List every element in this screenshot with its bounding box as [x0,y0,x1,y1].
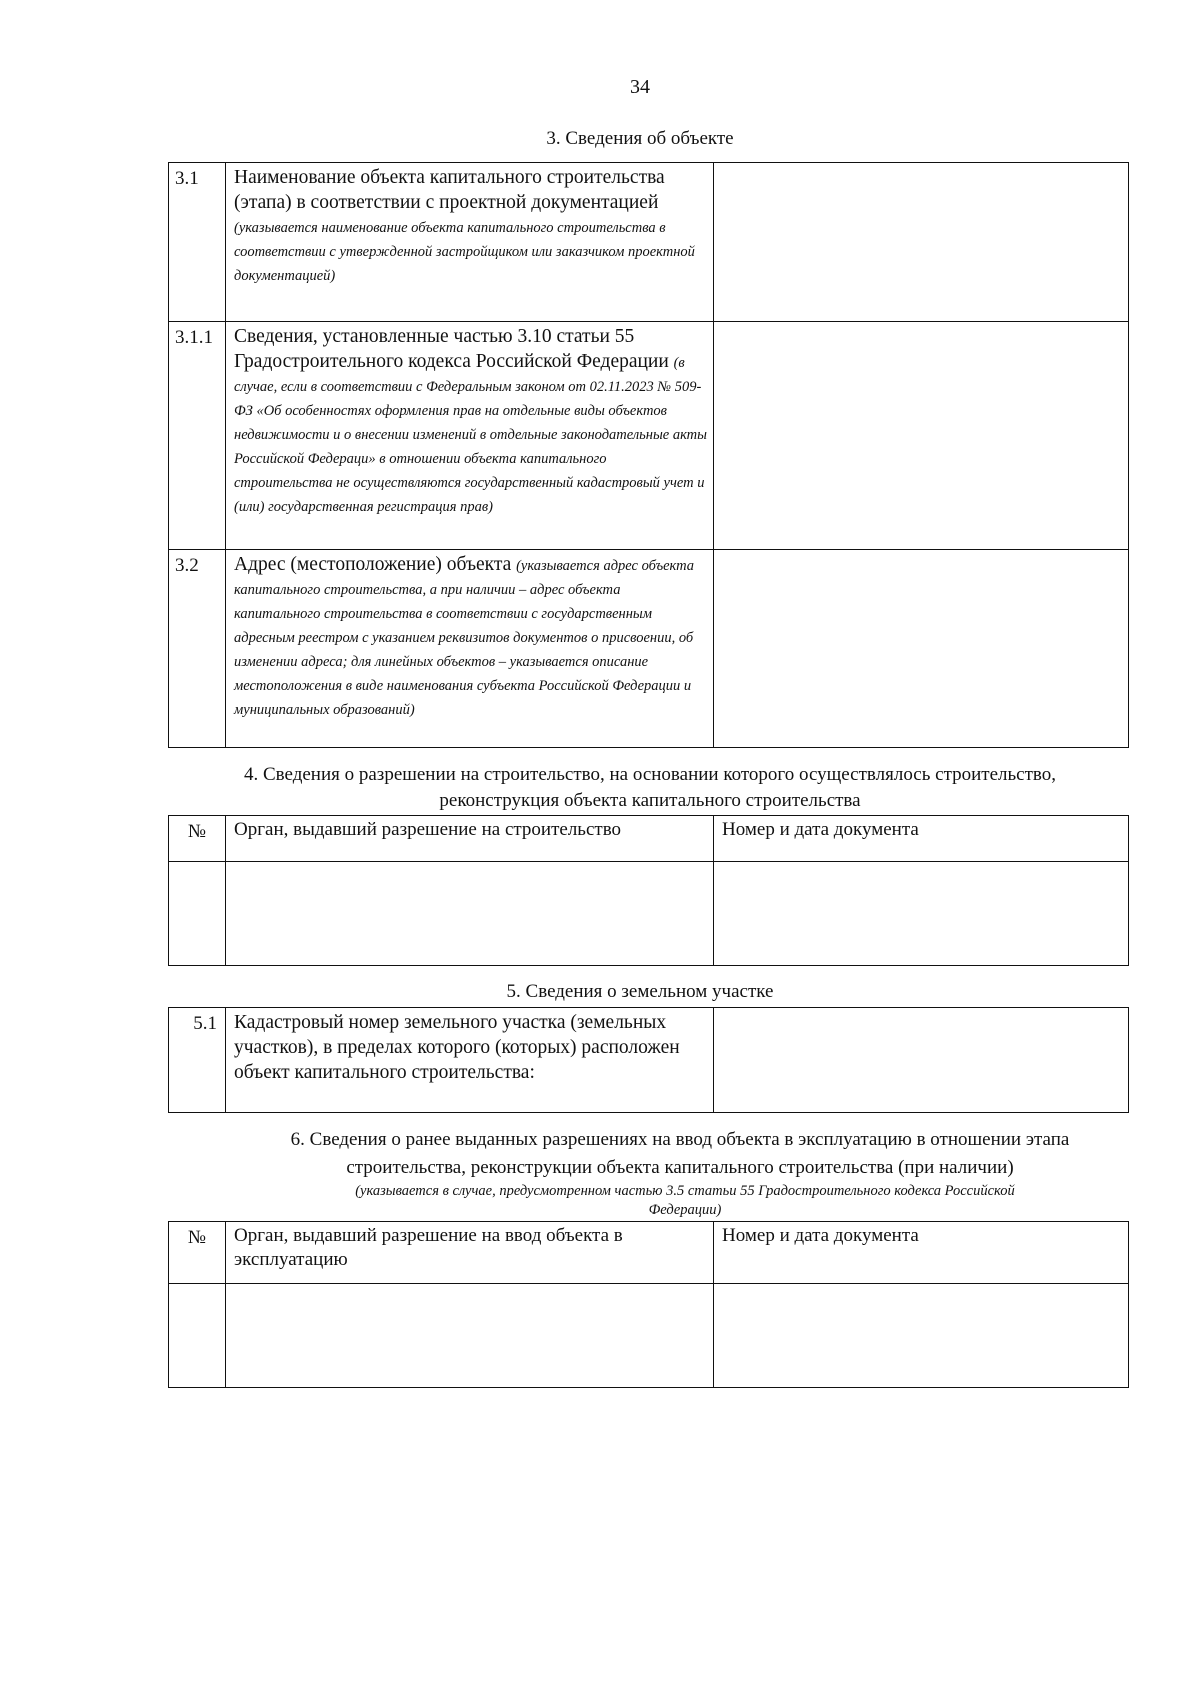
table-row [169,862,1129,966]
table-row [169,1284,1129,1388]
row-value-cell[interactable] [714,1008,1129,1113]
header-issuer: Орган, выдавший разрешение на строительство [226,816,714,862]
row-number: 5.1 [169,1008,226,1113]
header-number: № [169,1222,226,1284]
empty-cell[interactable] [714,1284,1129,1388]
row-value-cell[interactable] [714,322,1129,550]
row-description [226,163,714,322]
row-main-text: Адрес (местоположение) объекта [234,554,512,575]
section-5-title: 5. Сведения о земельном участке [506,981,774,1002]
row-note: (указывается наименование объекта капитального строительства в соответствии с утвержденной застройщиком или заказчиком проектной документацией) [234,220,695,284]
row-description [226,550,714,748]
header-doc-number-date: Номер и дата документа [714,1222,1129,1284]
row-note: (указывается адрес объекта капитального строительства, а при наличии – адрес объекта капитального строительства в соответствии с государственным адресным реестром с указанием реквизитов документов о присвоении, об изменении адреса; для линейных объектов – указывается описание местоположения в виде наименования субъекта Российской Федерации и муниципальных образований) [234,558,695,718]
row-number: 3.1.1 [169,322,226,550]
row-value-cell[interactable] [714,163,1129,322]
header-doc-number-date: Номер и дата документа [714,816,1129,862]
empty-cell[interactable] [714,862,1129,966]
section-6-note: (указывается в случае, предусмотренном частью 3.5 статьи 55 Градостроительного кодекса Российской Федерации) [355,1183,1015,1218]
section-3-table [168,162,1129,748]
row-main-text: Сведения, установленные частью 3.10 статьи 55 Градостроительного кодекса Российской Федерации [234,326,669,372]
row-number: 3.2 [169,550,226,748]
table-header-row [169,816,1129,862]
row-description [226,1008,714,1113]
section-6-table [168,1221,1129,1388]
section-6-title: 6. Сведения о ранее выданных разрешениях на ввод объекта в эксплуатацию в отношении этапа строительства, реконструкции объекта капитального строительства (при наличии) [290,1129,1070,1178]
header-number: № [169,816,226,862]
empty-cell[interactable] [169,1284,226,1388]
empty-cell[interactable] [169,862,226,966]
table-row [169,1008,1129,1113]
empty-cell[interactable] [226,1284,714,1388]
row-main-text: Кадастровый номер земельного участка (земельных участков), в пределах которого (которых) расположен объект капитального строительства: [234,1012,680,1083]
row-number: 3.1 [169,163,226,322]
section-5-table [168,1007,1129,1113]
row-note: (в случае, если в соответствии с Федеральным законом от 02.11.2023 № 509-ФЗ «Об особенностях оформления прав на отдельные виды объектов недвижимости и о внесении изменений в отдельные законодательные акты Российской Федераци» в отношении объекта капитального строительства не осуществляются государственный кадастровый учет и (или) государственная регистрация прав) [234,355,707,515]
table-row [169,163,1129,322]
row-value-cell[interactable] [714,550,1129,748]
table-header-row [169,1222,1129,1284]
page-number: 34 [630,76,650,98]
header-issuer: Орган, выдавший разрешение на ввод объекта в эксплуатацию [226,1222,714,1284]
table-row [169,322,1129,550]
table-row [169,550,1129,748]
section-4-table [168,815,1129,966]
row-description [226,322,714,550]
row-main-text: Наименование объекта капитального строительства (этапа) в соответствии с проектной документацией [234,167,665,213]
section-4-title: 4. Сведения о разрешении на строительство, на основании которого осуществлялось строительство, реконструкция объекта капитального строительства [243,764,1057,811]
empty-cell[interactable] [226,862,714,966]
section-3-title: 3. Сведения об объекте [546,128,734,149]
